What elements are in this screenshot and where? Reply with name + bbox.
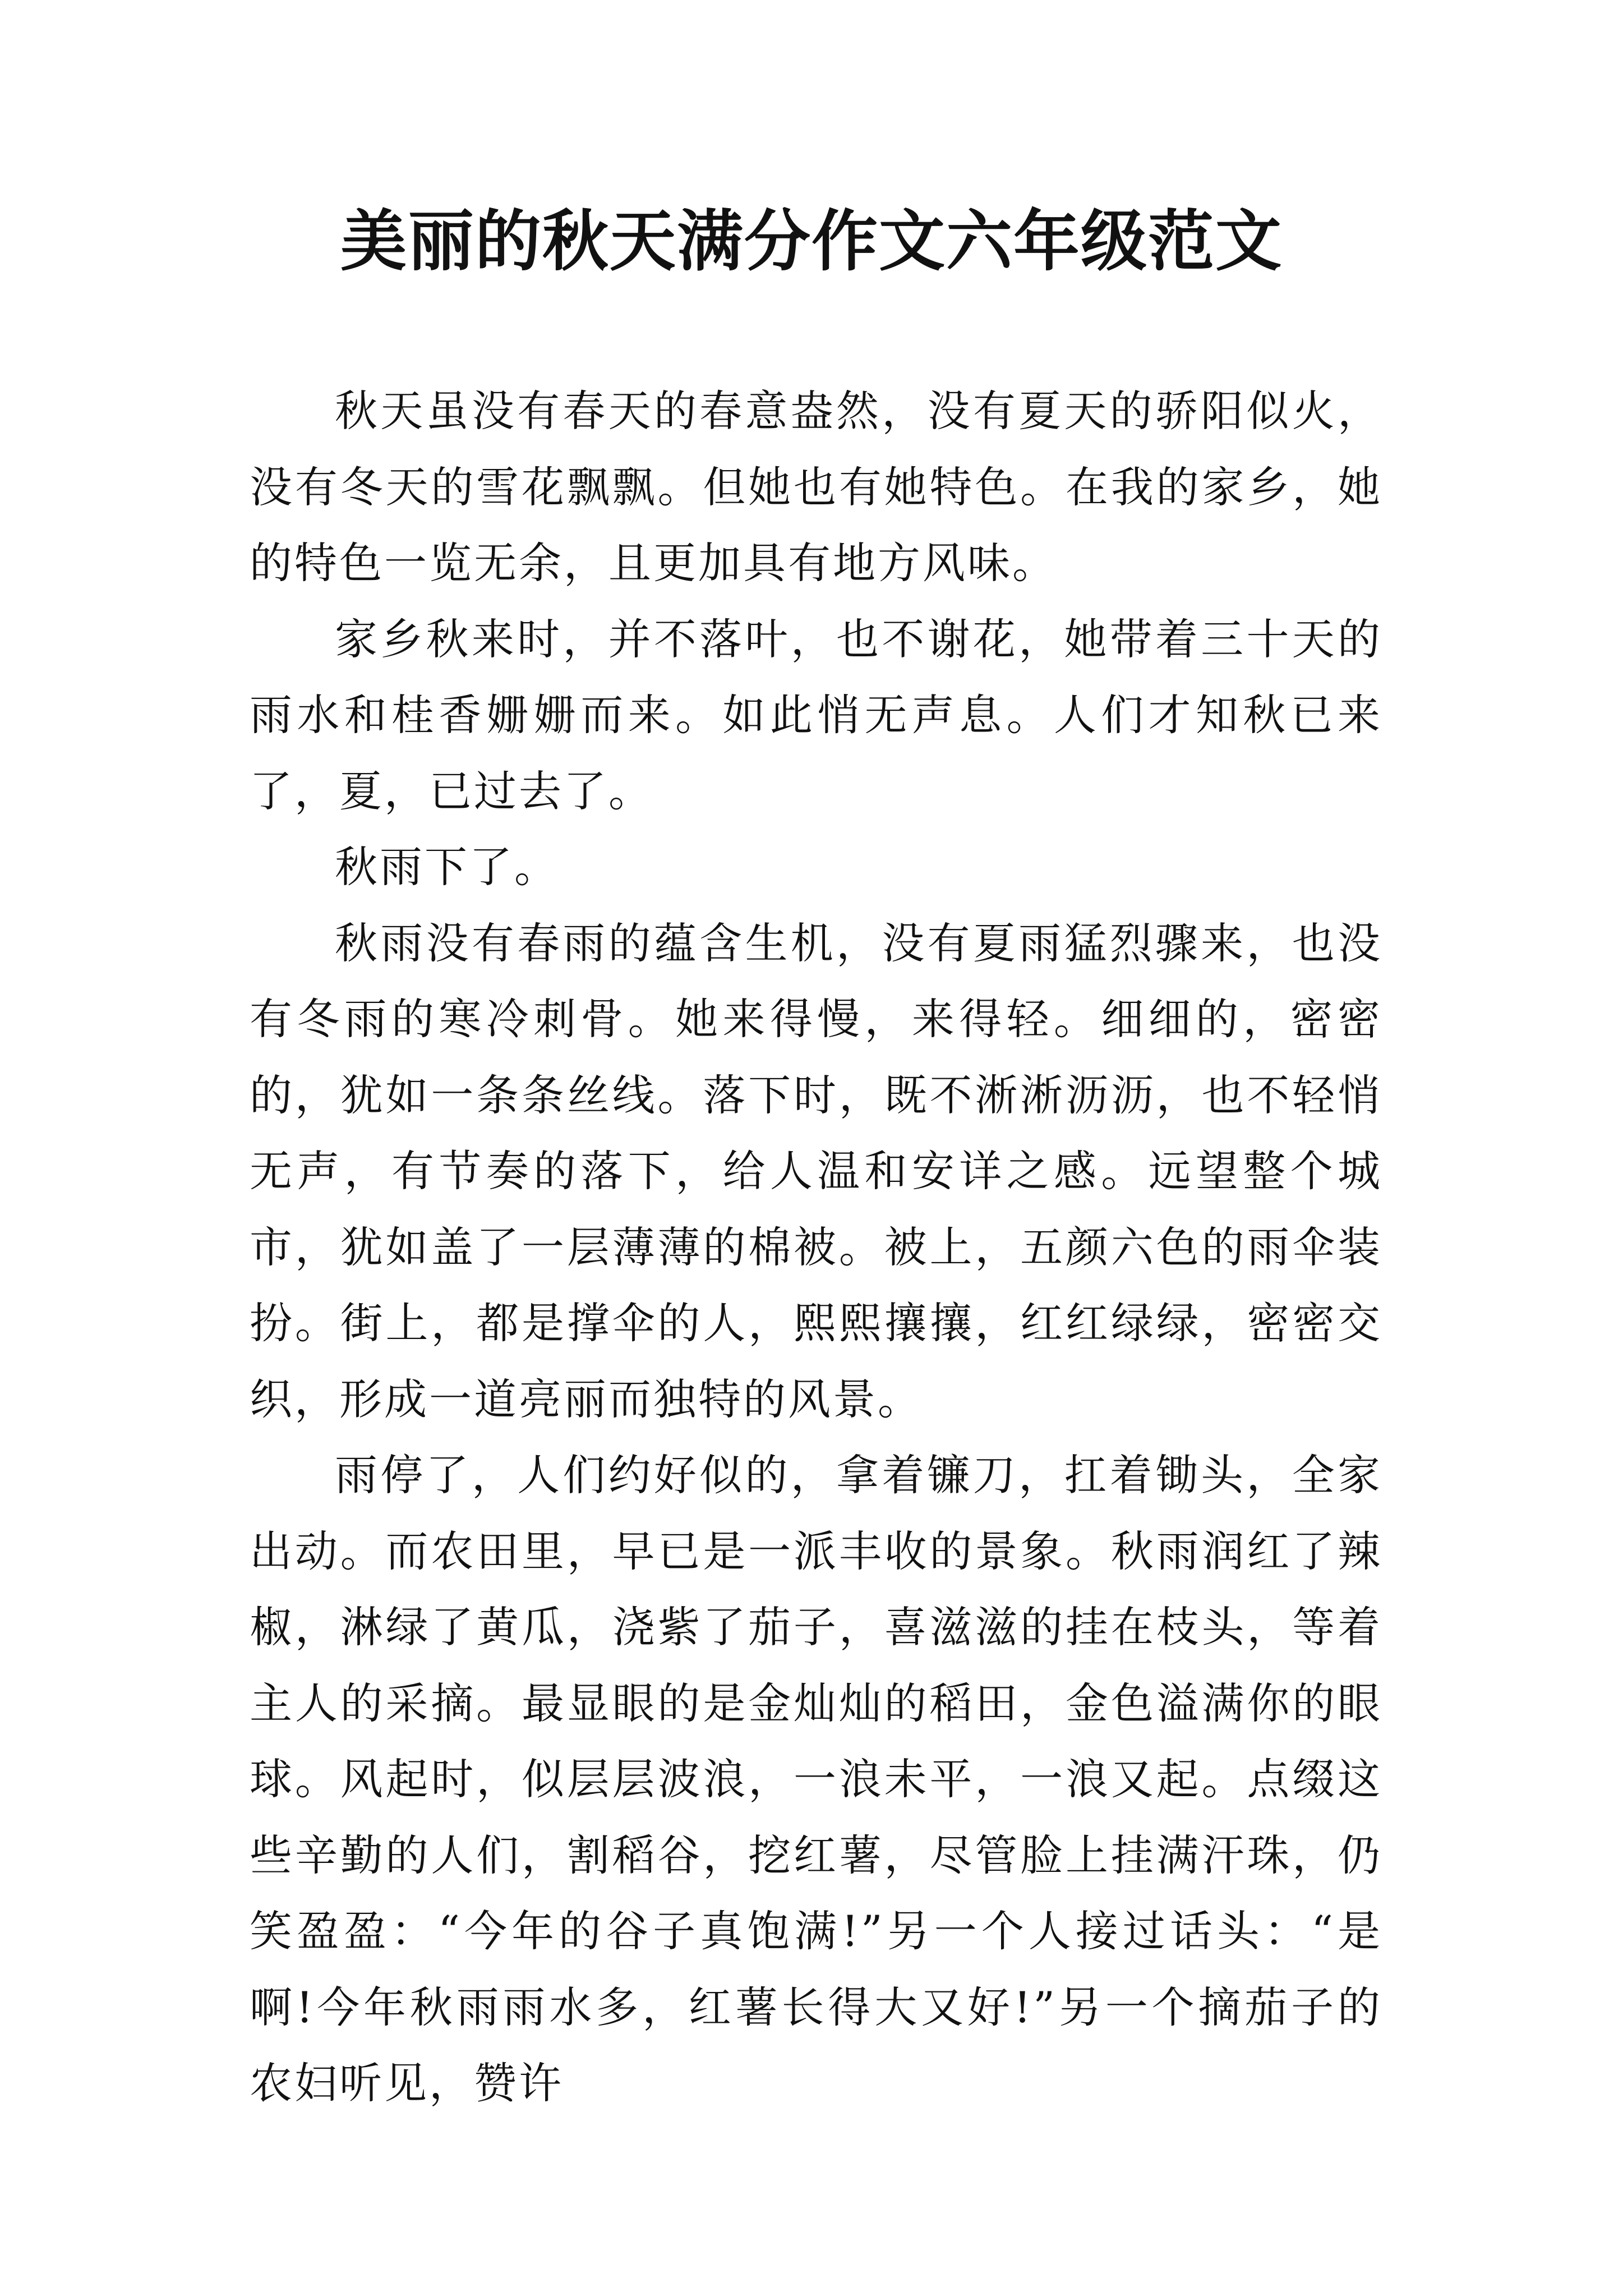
- document-body: [250, 373, 1382, 2122]
- paragraph-1: 秋天虽没有春天的春意盎然，没有夏天的骄阳似火，没有冬天的雪花飘飘。但她也有她特色。在我的家乡，她的特色一览无余，且更加具有地方风味。: [250, 386, 1382, 588]
- paragraph-4: 秋雨没有春雨的蕴含生机，没有夏雨猛烈骤来，也没有冬雨的寒冷刺骨。她来得慢，来得轻。细细的，密密的，犹如一条条丝线。落下时，既不淅淅沥沥，也不轻悄无声，有节奏的落下，给人温和安详之感。远望整个城市，犹如盖了一层薄薄的棉被。被上，五颜六色的雨伞装扮。街上，都是撑伞的人，熙熙攘攘，红红绿绿，密密交织，形成一道亮丽而独特的风景。: [250, 918, 1382, 1424]
- document-title: 美丽的秋天满分作文六年级范文: [340, 202, 1283, 280]
- paragraph-5: 雨停了，人们约好似的，拿着镰刀，扛着锄头，全家出动。而农田里，早已是一派丰收的景象。秋雨润红了辣椒，淋绿了黄瓜，浇紫了茄子，喜滋滋的挂在枝头，等着主人的采摘。最显眼的是金灿灿的稻田，金色溢满你的眼球。风起时，似层层波浪，一浪未平，一浪又起。点缀这些辛勤的人们，割稻谷，挖红薯，尽管脸上挂满汗珠，仍笑盈盈：“今年的谷子真饱满!”另一个人接过话头：“是啊!今年秋雨雨水多，红薯长得大又好!”另一个摘茄子的农妇听见，赞许: [250, 1450, 1382, 2108]
- paragraph-3: 秋雨下了。: [335, 842, 559, 892]
- paragraph-2: 家乡秋来时，并不落叶，也不谢花，她带着三十天的雨水和桂香姗姗而来。如此悄无声息。人们才知秋已来了，夏，已过去了。: [250, 614, 1382, 816]
